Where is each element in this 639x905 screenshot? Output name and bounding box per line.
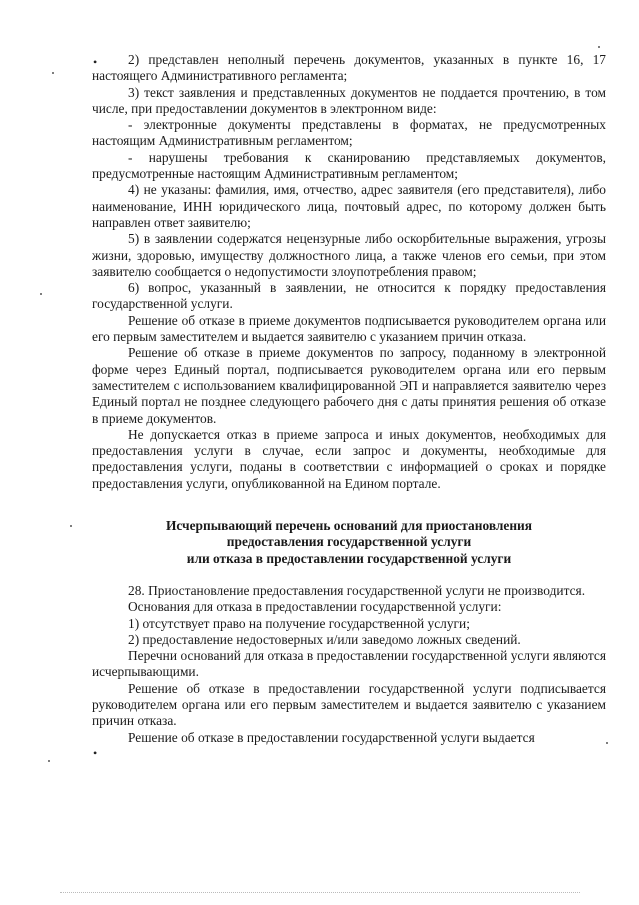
paragraph: 6) вопрос, указанный в заявлении, не относится к порядку предоставления государственной услуги. — [92, 280, 606, 312]
scan-artifact-dot — [598, 46, 600, 48]
paragraph: Решение об отказе в предоставлении государственной услуги выдается — [128, 729, 535, 745]
paragraph: 5) в заявлении содержатся нецензурные либо оскорбительные выражения, угрозы жизни, здоровью, имуществу должностного лица, а также членов его семьи, при этом заявителю сообщается о недопустимости злоупотребления правом; — [92, 231, 606, 279]
scan-artifact-mark: • — [93, 55, 98, 69]
scan-artifact-dot — [606, 742, 608, 744]
paragraph: Перечни оснований для отказа в предоставлении государственной услуги являются исчерпывающими. — [92, 648, 606, 680]
document-body — [92, 52, 606, 746]
paragraph: 4) не указаны: фамилия, имя, отчество, адрес заявителя (его представителя), либо наименование, ИНН юридического лица, почтовый адрес, по которому должен быть направлен ответ заявителю; — [92, 182, 606, 230]
paragraph: - электронные документы представлены в форматах, не предусмотренных настоящим Административным регламентом; — [92, 117, 606, 149]
scan-artifact-mark: • — [93, 746, 98, 760]
paragraph: 2) представлен неполный перечень документов, указанных в пункте 16, 17 настоящего Административного регламента; — [92, 52, 606, 84]
scan-artifact-dot — [40, 293, 42, 295]
section-heading-line: или отказа в предоставлении государственной услуги — [186, 550, 512, 566]
section-heading-line: предоставления государственной услуги — [226, 534, 472, 550]
paragraph: 28. Приостановление предоставления государственной услуги не производится. — [128, 582, 586, 598]
scan-artifact-dot — [52, 72, 54, 74]
section-heading-line: Исчерпывающий перечень оснований для приостановления — [165, 518, 533, 534]
scan-artifact-dot — [70, 525, 72, 527]
paragraph: Решение об отказе в приеме документов подписывается руководителем органа или его первым заместителем и выдается заявителю с указанием причин отказа. — [92, 312, 606, 345]
paragraph: 3) текст заявления и представленных документов не поддается прочтению, в том числе, при предоставлении документов в электронном виде: — [92, 84, 606, 116]
page-edge-line — [60, 892, 580, 893]
paragraph: Решение об отказе в предоставлении государственной услуги подписывается руководителем органа или его первым заместителем и выдается заявителю с указанием причин отказа. — [92, 680, 606, 729]
paragraph: 2) предоставление недостоверных и/или заведомо ложных сведений. — [128, 631, 521, 647]
paragraph: 1) отсутствует право на получение государственной услуги; — [128, 615, 470, 631]
paragraph: - нарушены требования к сканированию представляемых документов, предусмотренные настоящим Административным регламентом; — [92, 149, 606, 182]
paragraph: Не допускается отказ в приеме запроса и иных документов, необходимых для предоставления услуги в случае, если запрос и документы, необходимые для предоставления услуги, поданы в соответствии с информацией о сроках и порядке предоставления услуги, опубликованной на Едином портале. — [92, 426, 606, 491]
paragraph: Решение об отказе в приеме документов по запросу, поданному в электронной форме через Единый портал, подписывается руководителем органа или его первым заместителем с использованием квалифицированной ЭП и направляется заявителю через Единый портал не позднее следующего рабочего дня с даты принятия решения об отказе в приеме документов. — [92, 345, 606, 426]
scan-artifact-dot — [48, 760, 50, 762]
paragraph: Основания для отказа в предоставлении государственной услуги: — [128, 599, 502, 615]
